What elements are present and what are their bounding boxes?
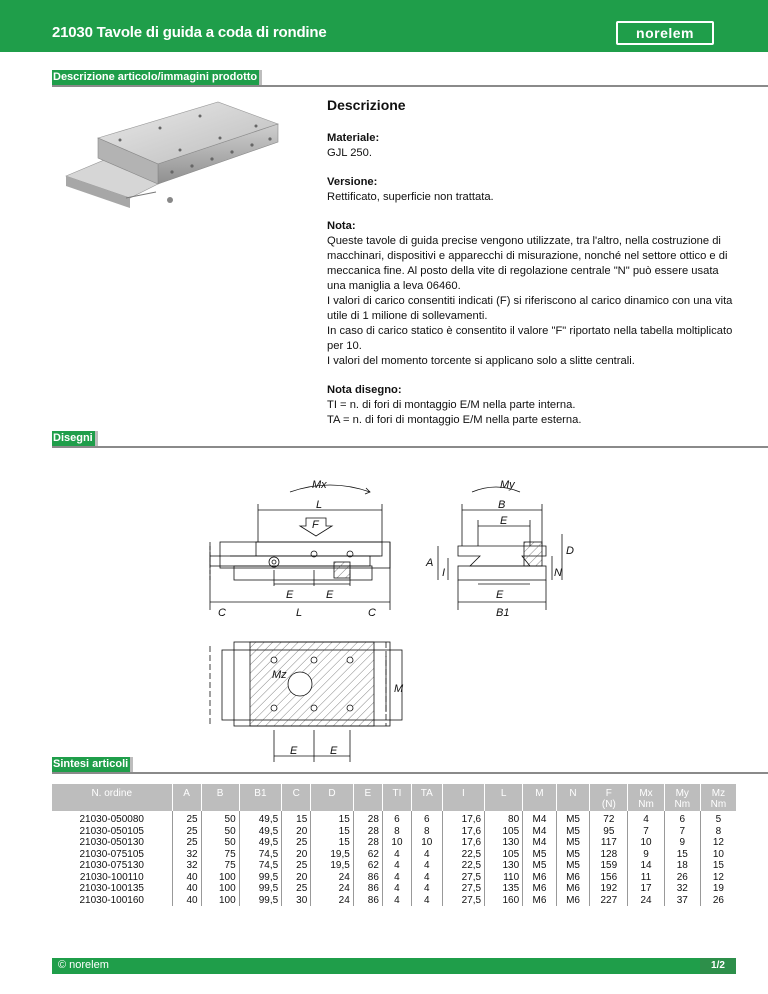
table-cell: 10: [700, 849, 736, 861]
table-cell: 50: [201, 837, 239, 849]
table-cell: 28: [353, 814, 382, 826]
table-row: [52, 895, 736, 907]
label-c2: C: [368, 607, 376, 619]
label-b: B: [498, 499, 506, 511]
table-cell: 99,5: [239, 872, 282, 884]
col-header: N: [556, 784, 590, 811]
table-cell: 4: [412, 895, 443, 907]
table-cell: 99,5: [239, 883, 282, 895]
page-footer: [52, 958, 736, 974]
order-number-cell: 21030-100110: [79, 871, 144, 883]
table-cell: 14: [628, 860, 664, 872]
label-f: F: [312, 519, 319, 531]
table-cell: 32: [172, 860, 201, 872]
label-e4: E: [496, 589, 504, 601]
label-e3: E: [500, 515, 508, 527]
table-cell: 17,6: [442, 814, 485, 826]
description-block: [327, 98, 737, 442]
table-cell: 135: [485, 883, 523, 895]
table-cell: 19,5: [311, 849, 354, 861]
table-cell: 24: [628, 895, 664, 907]
order-number-cell: 21030-100135: [79, 883, 144, 894]
table-cell: 10: [628, 837, 664, 849]
col-header: C: [282, 784, 311, 811]
table-cell: 28: [353, 837, 382, 849]
label-c1: C: [218, 607, 226, 619]
table-cell: 26: [700, 895, 736, 907]
table-cell: 9: [628, 849, 664, 861]
table-cell: 4: [382, 883, 411, 895]
table-cell: 7: [664, 826, 700, 838]
table-cell: 4: [382, 872, 411, 884]
col-header: A: [172, 784, 201, 811]
table-cell: 11: [628, 872, 664, 884]
product-image: [60, 98, 285, 223]
table-cell: M6: [556, 883, 590, 895]
table-cell: 24: [311, 883, 354, 895]
table-cell: 17,6: [442, 826, 485, 838]
table-cell: 4: [412, 883, 443, 895]
label-e2: E: [326, 589, 334, 601]
order-number-cell: 21030-075105: [79, 848, 144, 860]
table-row: [52, 826, 736, 838]
note-line: I valori di carico consentiti indicati (F) si riferiscono al carico dinamico con una vita utile di 1 milione di sollevamenti.: [327, 295, 733, 322]
table-cell: 24: [311, 895, 354, 907]
article-table: [52, 784, 736, 906]
table-cell: 25: [282, 883, 311, 895]
table-cell: 15: [311, 826, 354, 838]
table-cell: 49,5: [239, 826, 282, 838]
table-cell: 99,5: [239, 895, 282, 907]
table-cell: 15: [311, 837, 354, 849]
table-cell: 17,6: [442, 837, 485, 849]
table-cell: 24: [311, 872, 354, 884]
material-label: Materiale:: [327, 132, 380, 144]
table-row: [52, 837, 736, 849]
label-b1: B1: [496, 607, 510, 619]
col-header: F (N): [590, 784, 628, 811]
table-cell: M6: [556, 895, 590, 907]
table-cell: 50: [201, 826, 239, 838]
table-cell: 37: [664, 895, 700, 907]
note-label: Nota:: [327, 220, 356, 232]
table-cell: 227: [590, 895, 628, 907]
table-cell: 7: [628, 826, 664, 838]
table-cell: M6: [523, 872, 557, 884]
table-cell: 49,5: [239, 814, 282, 826]
col-header: B: [201, 784, 239, 811]
table-cell: M4: [523, 826, 557, 838]
table-cell: 130: [485, 837, 523, 849]
table-cell: 4: [412, 860, 443, 872]
section-drawings-label: Disegni: [53, 432, 93, 444]
table-cell: 8: [382, 826, 411, 838]
label-n: N: [554, 567, 562, 579]
label-my: My: [500, 479, 515, 491]
table-cell: M5: [556, 814, 590, 826]
table-cell: 117: [590, 837, 628, 849]
col-header: E: [353, 784, 382, 811]
table-cell: 80: [485, 814, 523, 826]
col-header: Mx Nm: [628, 784, 664, 811]
table-cell: 22,5: [442, 860, 485, 872]
table-cell: 62: [353, 849, 382, 861]
section-drawings: [52, 431, 768, 448]
table-cell: M6: [523, 883, 557, 895]
table-row: [52, 883, 736, 895]
section-summary: [52, 757, 768, 774]
table-cell: 32: [172, 849, 201, 861]
table-cell: 17: [628, 883, 664, 895]
technical-drawing: [190, 470, 610, 770]
table-cell: 100: [201, 895, 239, 907]
note-line: Queste tavole di guida precise vengono utilizzate, tra l'altro, nella costruzione di macchinari, dispositivi e apparecchi di misurazione, nonché nel settore ottico e di meccanica fine. Al posto della vite di regolazione centrale "N" può essere usata una maniglia a leva 06460.: [327, 235, 728, 292]
table-cell: 105: [485, 849, 523, 861]
table-cell: M6: [556, 872, 590, 884]
table-cell: 159: [590, 860, 628, 872]
table-cell: 22,5: [442, 849, 485, 861]
table-cell: 192: [590, 883, 628, 895]
table-cell: 30: [282, 895, 311, 907]
table-cell: M5: [523, 860, 557, 872]
label-l: L: [316, 499, 323, 511]
table-cell: M5: [556, 837, 590, 849]
section-summary-label: Sintesi articoli: [53, 758, 129, 770]
table-row: [52, 814, 736, 826]
table-cell: 27,5: [442, 883, 485, 895]
table-cell: M6: [523, 895, 557, 907]
table-cell: 25: [282, 860, 311, 872]
table-cell: 156: [590, 872, 628, 884]
order-number-cell: 21030-050130: [79, 837, 144, 848]
col-header: D: [311, 784, 354, 811]
table-cell: 40: [172, 883, 201, 895]
order-number-cell: 21030-075130: [79, 860, 144, 871]
table-cell: M4: [523, 814, 557, 826]
label-a: A: [426, 557, 434, 569]
drawing-note-line: TA = n. di fori di montaggio E/M nella parte esterna.: [327, 414, 582, 426]
table-cell: 20: [282, 872, 311, 884]
col-header: B1: [239, 784, 282, 811]
col-header: My Nm: [664, 784, 700, 811]
label-i: I: [442, 567, 446, 579]
drawing-note-label: Nota disegno:: [327, 384, 402, 396]
note-line: In caso di carico statico è consentito il valore "F" riportato nella tabella moltiplicato per 10.: [327, 325, 733, 352]
label-l2: L: [296, 607, 303, 619]
table-cell: 6: [664, 814, 700, 826]
label-e6: E: [330, 745, 338, 757]
col-header: M: [523, 784, 557, 811]
table-cell: 28: [353, 826, 382, 838]
table-cell: 27,5: [442, 895, 485, 907]
table-cell: 86: [353, 895, 382, 907]
col-header: L: [485, 784, 523, 811]
table-row: [52, 872, 736, 884]
table-cell: 12: [700, 872, 736, 884]
copyright: © norelem: [58, 959, 109, 971]
table-cell: 50: [201, 814, 239, 826]
drawing-note-line: TI = n. di fori di montaggio E/M nella parte interna.: [327, 399, 576, 411]
table-cell: 95: [590, 826, 628, 838]
section-products: [52, 70, 768, 87]
table-cell: 74,5: [239, 849, 282, 861]
page-number: 1/2: [700, 958, 736, 974]
table-cell: 74,5: [239, 860, 282, 872]
table-header-row: [52, 784, 736, 811]
table-cell: 110: [485, 872, 523, 884]
table-cell: 86: [353, 872, 382, 884]
norelem-logo: norelem: [616, 21, 714, 45]
label-e5: E: [290, 745, 298, 757]
table-cell: 25: [172, 814, 201, 826]
table-cell: 8: [700, 826, 736, 838]
table-cell: 15: [282, 814, 311, 826]
section-products-label: Descrizione articolo/immagini prodotto: [53, 71, 258, 83]
table-row: [52, 860, 736, 872]
page-title: 21030 Tavole di guida a coda di rondine: [52, 24, 327, 41]
table-cell: 75: [201, 849, 239, 861]
table-cell: 10: [382, 837, 411, 849]
table-cell: M4: [523, 837, 557, 849]
table-cell: 49,5: [239, 837, 282, 849]
table-cell: 25: [172, 826, 201, 838]
label-m: M: [394, 683, 404, 695]
table-cell: M5: [523, 849, 557, 861]
table-cell: 72: [590, 814, 628, 826]
table-cell: 4: [382, 849, 411, 861]
order-number-cell: 21030-050105: [79, 825, 144, 837]
table-cell: 32: [664, 883, 700, 895]
col-header: TI: [382, 784, 411, 811]
table-cell: 9: [664, 837, 700, 849]
table-cell: 160: [485, 895, 523, 907]
table-cell: 12: [700, 837, 736, 849]
table-cell: 4: [628, 814, 664, 826]
table-cell: 4: [412, 849, 443, 861]
label-d: D: [566, 545, 574, 557]
col-header: Mz Nm: [700, 784, 736, 811]
table-cell: 4: [382, 860, 411, 872]
label-mz: Mz: [272, 669, 287, 681]
table-cell: 19,5: [311, 860, 354, 872]
label-e1: E: [286, 589, 294, 601]
table-cell: 15: [700, 860, 736, 872]
order-number-cell: 21030-100160: [79, 894, 144, 906]
table-cell: 19: [700, 883, 736, 895]
version-label: Versione:: [327, 176, 378, 188]
version-value: Rettificato, superficie non trattata.: [327, 191, 494, 203]
description-title: Descrizione: [327, 97, 406, 113]
table-cell: 15: [664, 849, 700, 861]
table-cell: 10: [412, 837, 443, 849]
table-cell: 15: [311, 814, 354, 826]
note-line: I valori del momento torcente si applicano solo a slitte centrali.: [327, 355, 635, 367]
table-cell: 105: [485, 826, 523, 838]
table-cell: 75: [201, 860, 239, 872]
page-header: [0, 0, 768, 52]
table-cell: 8: [412, 826, 443, 838]
table-cell: 25: [172, 837, 201, 849]
order-number-cell: 21030-050080: [79, 814, 144, 825]
table-cell: 130: [485, 860, 523, 872]
table-cell: 4: [412, 872, 443, 884]
table-cell: M5: [556, 826, 590, 838]
table-cell: 18: [664, 860, 700, 872]
table-cell: 6: [412, 814, 443, 826]
col-header: N. ordine: [52, 784, 172, 811]
col-header: TA: [412, 784, 443, 811]
table-cell: 128: [590, 849, 628, 861]
table-cell: 6: [382, 814, 411, 826]
table-row: [52, 849, 736, 861]
table-cell: 4: [382, 895, 411, 907]
col-header: I: [442, 784, 485, 811]
table-cell: 86: [353, 883, 382, 895]
table-cell: 27,5: [442, 872, 485, 884]
label-mx: Mx: [312, 479, 327, 491]
table-cell: 20: [282, 849, 311, 861]
table-cell: 100: [201, 872, 239, 884]
table-cell: 62: [353, 860, 382, 872]
table-cell: 26: [664, 872, 700, 884]
table-cell: 20: [282, 826, 311, 838]
table-cell: 40: [172, 895, 201, 907]
table-cell: 40: [172, 872, 201, 884]
table-cell: 5: [700, 814, 736, 826]
table-cell: 100: [201, 883, 239, 895]
table-cell: M5: [556, 860, 590, 872]
material-value: GJL 250.: [327, 147, 372, 159]
table-cell: 25: [282, 837, 311, 849]
table-cell: M5: [556, 849, 590, 861]
